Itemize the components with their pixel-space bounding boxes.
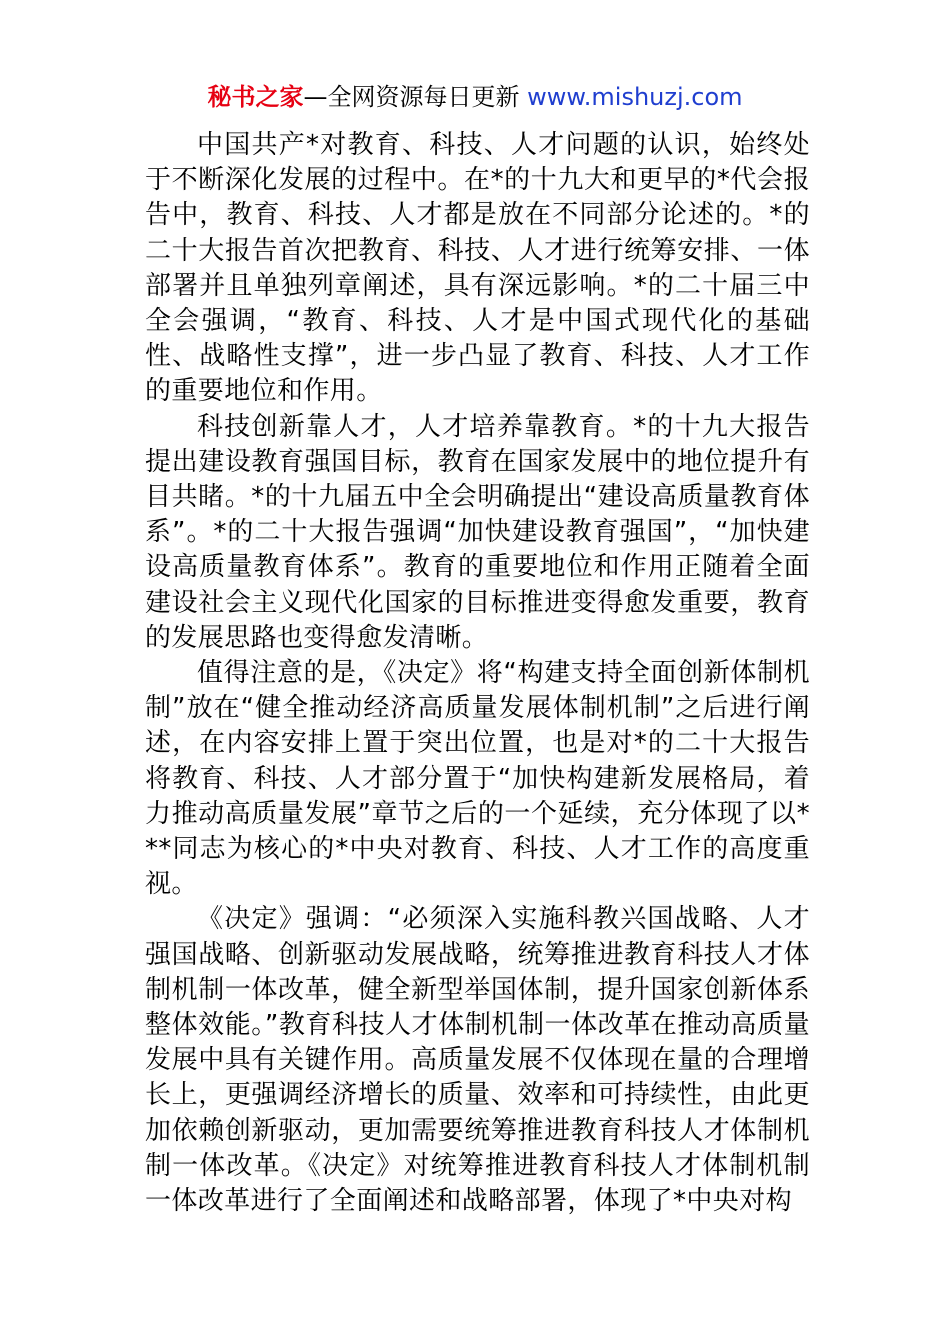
paragraph-2: 科技创新靠人才，人才培养靠教育。*的十九大报告提出建设教育强国目标，教育在国家发展中的地位提升有目共睹。*的十九届五中全会明确提出“建设高质量教育体系”。*的二十大报告强调“加快建设教育强国”，“加快建设高质量教育体系”。教育的重要地位和作用正随着全面建设社会主义现代化国家的目标推进变得愈发重要，教育的发展思路也变得愈发清晰。 [145,411,810,653]
document-body [145,128,810,1219]
site-url-link[interactable]: www.mishuzj.com [527,83,743,111]
paragraph-1: 中国共产*对教育、科技、人才问题的认识，始终处于不断深化发展的过程中。在*的十九大和更早的*代会报告中，教育、科技、人才都是放在不同部分论述的。*的二十大报告首次把教育、科技、人才进行统筹安排、一体部署并且单独列章阐述，具有深远影响。*的二十届三中全会强调，“教育、科技、人才是中国式现代化的基础性、战略性支撑”，进一步凸显了教育、科技、人才工作的重要地位和作用。 [145,130,810,407]
page-header [0,80,950,114]
site-brand: 秘书之家 [207,83,304,111]
site-tagline: —全网资源每日更新 [303,83,528,111]
paragraph-4: 《决定》强调：“必须深入实施科教兴国战略、人才强国战略、创新驱动发展战略，统筹推进教育科技人才体制机制一体改革，健全新型举国体制，提升国家创新体系整体效能。”教育科技人才体制机制一体改革在推动高质量发展中具有关键作用。高质量发展不仅体现在量的合理增长上，更强调经济增长的质量、效率和可持续性，由此更加依赖创新驱动，更加需要统筹推进教育科技人才体制机制一体改革。《决定》对统筹推进教育科技人才体制机制一体改革进行了全面阐述和战略部署，体现了*中央对构 [145,904,810,1217]
paragraph-3: 值得注意的是，《决定》将“构建支持全面创新体制机制”放在“健全推动经济高质量发展体制机制”之后进行阐述，在内容安排上置于突出位置，也是对*的二十大报告将教育、科技、人才部分置于“加快构建新发展格局，着力推动高质量发展”章节之后的一个延续，充分体现了以***同志为核心的*中央对教育、科技、人才工作的高度重视。 [145,658,810,900]
